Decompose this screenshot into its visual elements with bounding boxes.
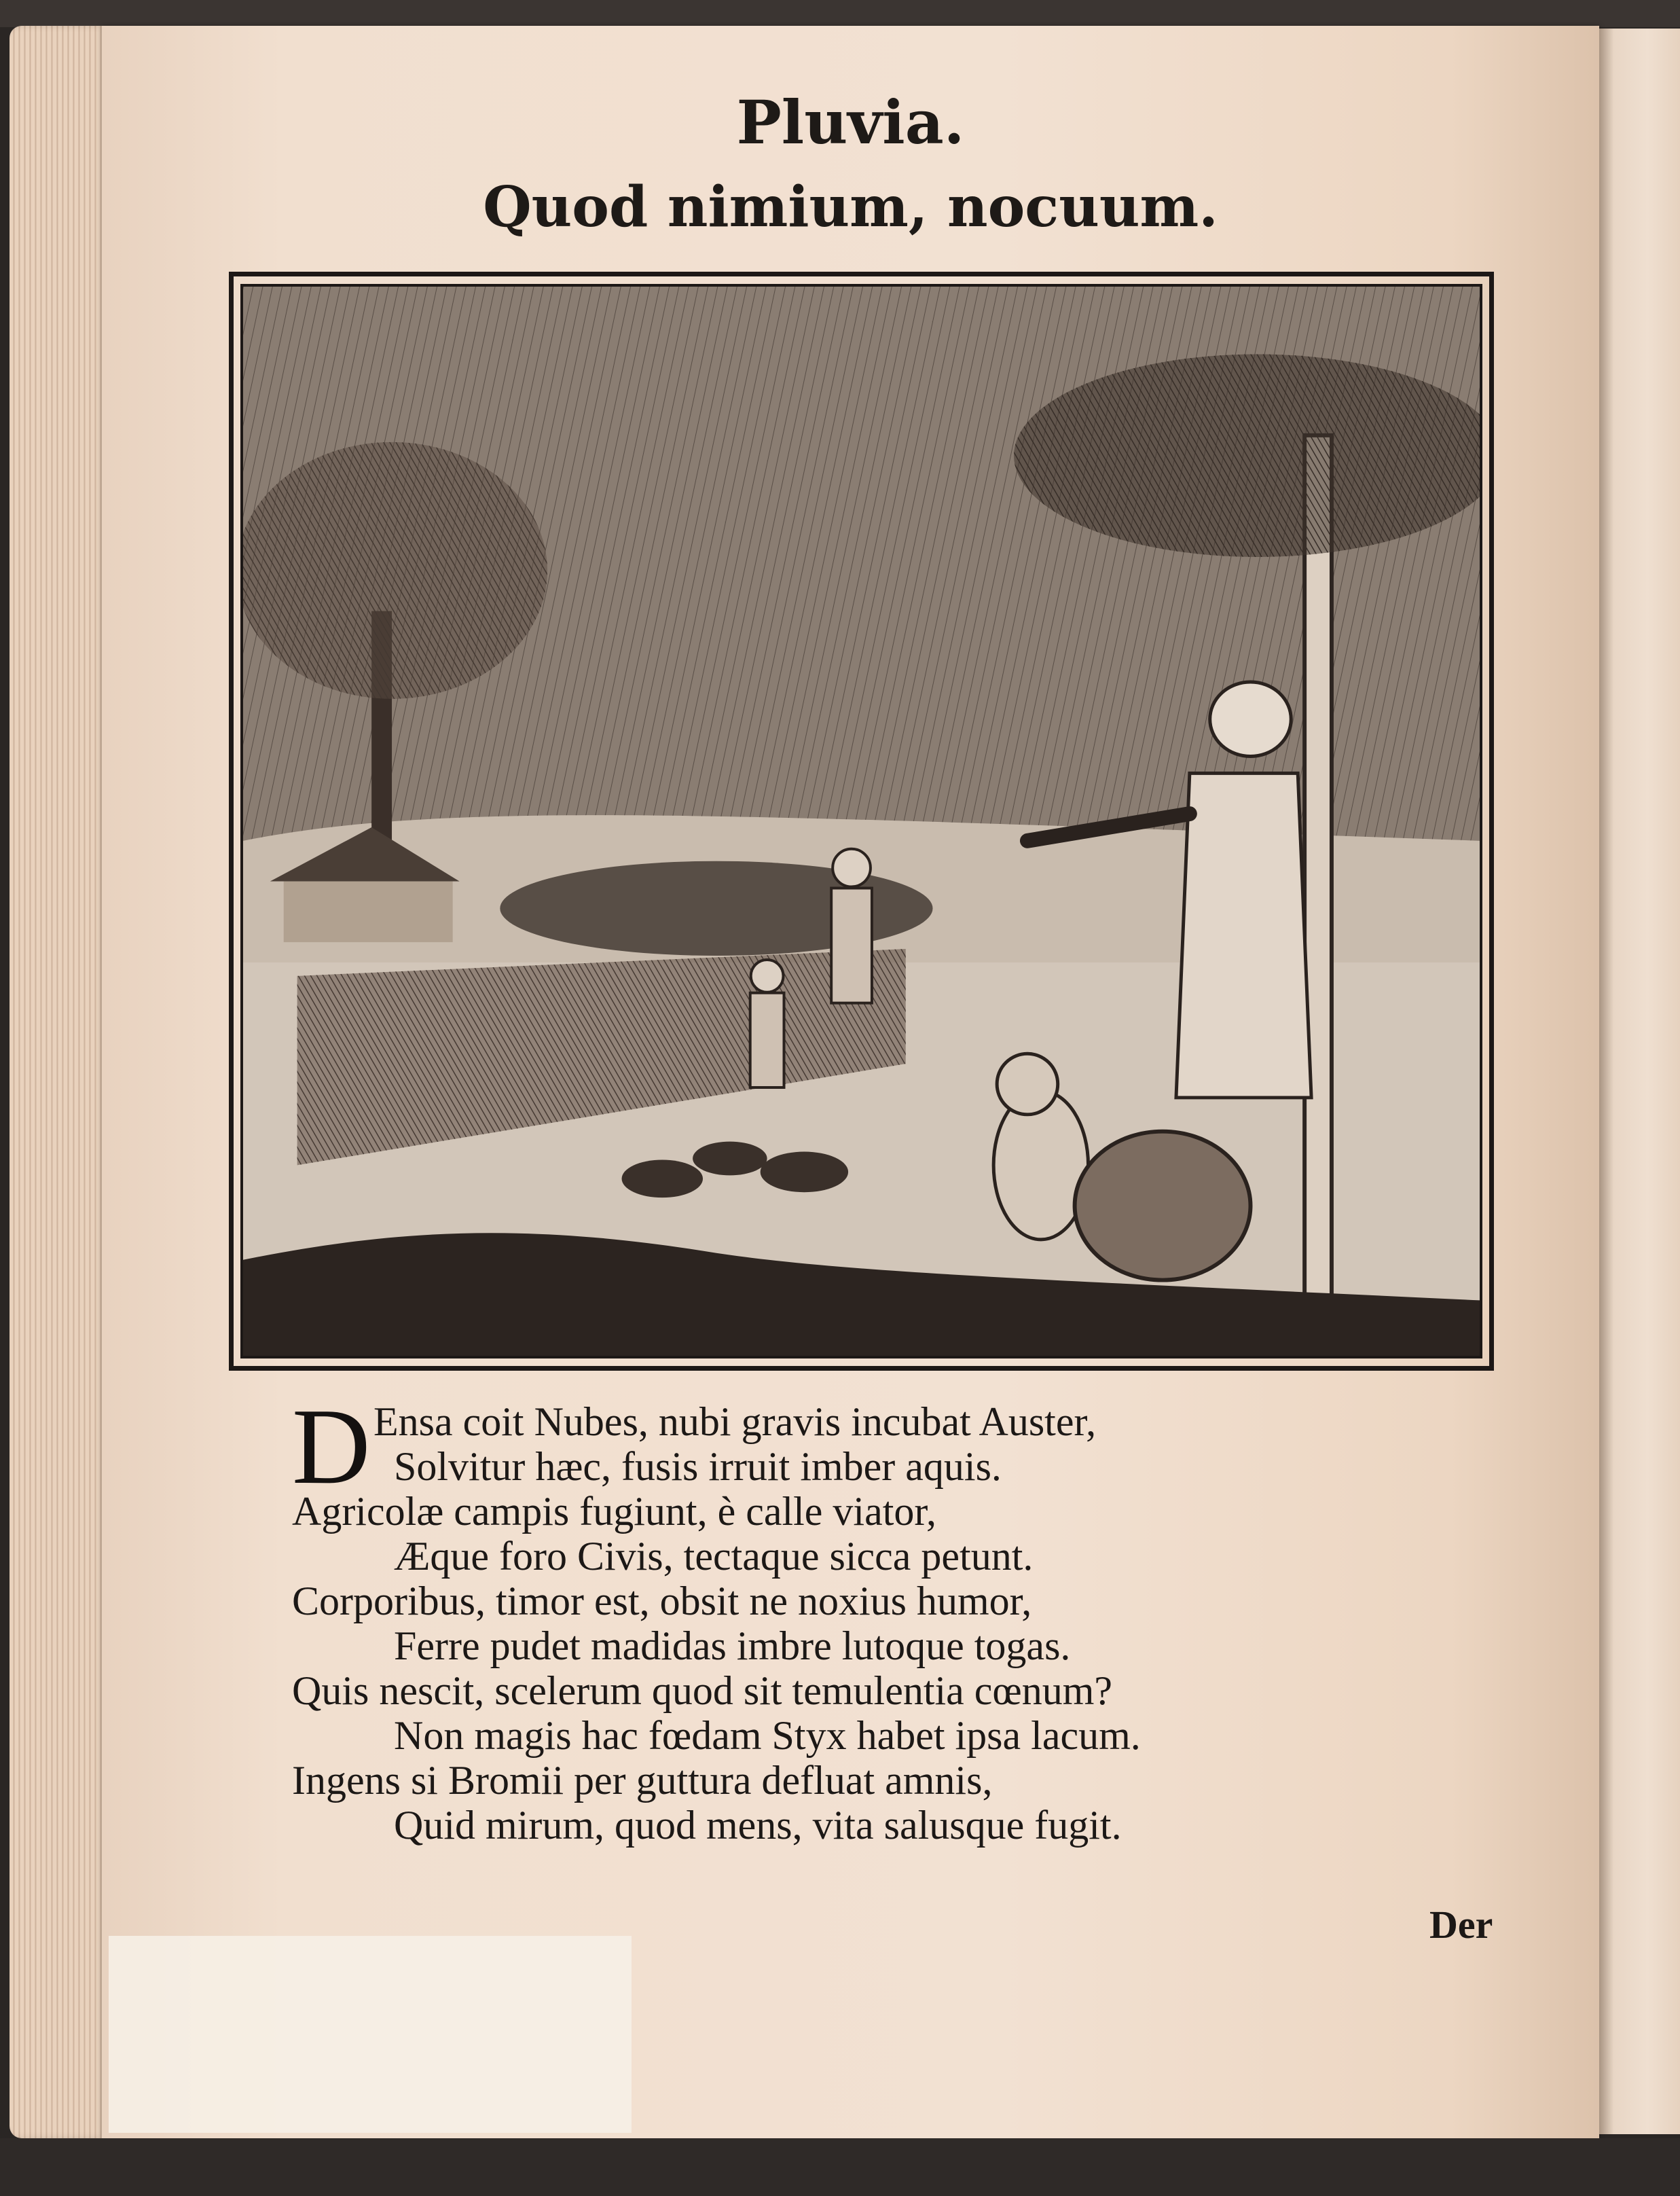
poem-line: Ferre pudet madidas imbre lutoque togas. [394, 1623, 1071, 1668]
library-label-sticker [109, 1936, 632, 2133]
basket [1075, 1132, 1251, 1280]
facing-page-edge [1599, 29, 1680, 2134]
page-edges [10, 26, 111, 2138]
poem-line: Ensa coit Nubes, nubi gravis incubat Auster, [373, 1399, 1097, 1444]
drop-cap: D [292, 1386, 371, 1507]
page-motto: Quod nimium, nocuum. [483, 175, 1218, 240]
poem-line: Æque foro Civis, tectaque sicca petunt. [394, 1534, 1034, 1579]
catchword: Der [1429, 1903, 1493, 1947]
poem-line: Non magis hac fœdam Styx habet ipsa lacum. [394, 1713, 1141, 1758]
poem-line: Agricolæ campis fugiunt, è calle viator, [292, 1489, 936, 1534]
rain-scene-engraving [240, 284, 1482, 1358]
page-title: Pluvia. [736, 87, 965, 158]
engraving-illustration [243, 287, 1480, 1356]
scan-border-bottom [0, 2138, 1680, 2196]
poem-line: Ingens si Bromii per guttura defluat amnis, [292, 1758, 993, 1803]
scan-border-top [0, 0, 1680, 27]
poem-line: Solvitur hæc, fusis irruit imber aquis. [394, 1444, 1002, 1489]
poem-line: Quid mirum, quod mens, vita salusque fugit. [394, 1803, 1122, 1848]
farmhouse-wall [284, 882, 453, 943]
poem-line: Quis nescit, scelerum quod sit temulentia cœnum? [292, 1668, 1113, 1713]
poem-line: Corporibus, timor est, obsit ne noxius humor, [292, 1579, 1032, 1623]
